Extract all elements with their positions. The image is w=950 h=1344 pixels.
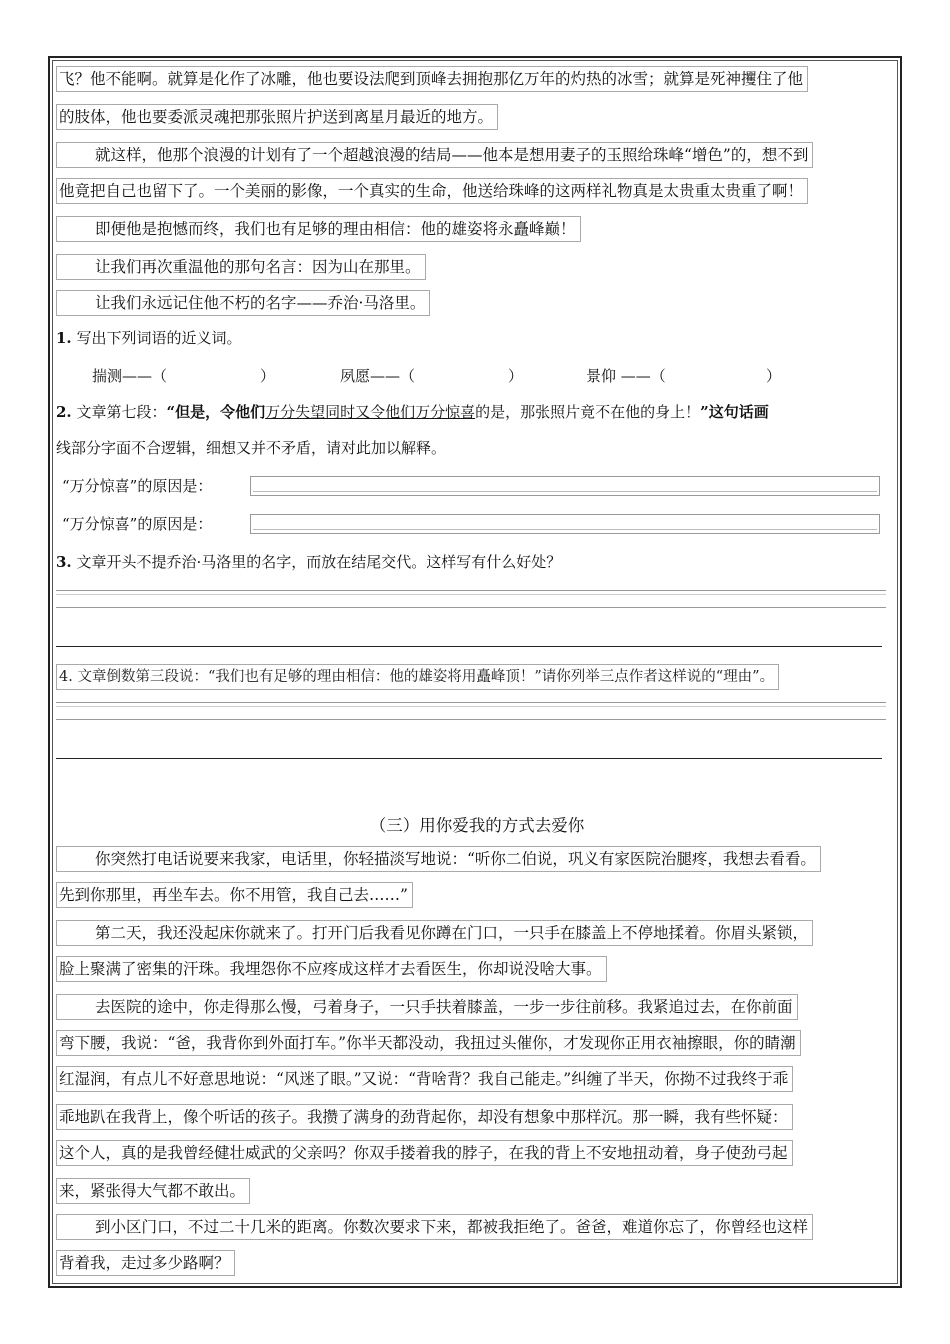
- passage2-paragraph-3: [56, 216, 581, 242]
- passage3-paragraph-3-line-6: 来，紧张得大气都不敢出。: [56, 1178, 250, 1204]
- passage3-paragraph-2-line-1-text: 第二天，我还没起床你就来了。打开门后我看见你蹲在门口，一只手在膝盖上不停地揉着。你眉头紧锁，: [95, 924, 809, 942]
- passage2-paragraph-5: [56, 290, 430, 316]
- q1-word-3-label: 景仰 ——（: [586, 367, 666, 385]
- q3-answer-line-2[interactable]: [56, 646, 882, 647]
- passage3-paragraph-3-line-1-text: 去医院的途中，你走得那么慢，弓着身子，一只手扶着膝盖，一步一步往前移。我紧追过去，在你前面: [95, 998, 793, 1016]
- q1-paren-close-2: ）: [508, 367, 524, 385]
- question-1-text: 写出下列词语的近义词。: [76, 329, 242, 347]
- passage3-paragraph-3-line-2: 弯下腰，我说：“爸，我背你到外面打车。”你半天都没动，我扭过头催你，才发现你正用衣袖擦眼，你的睛潮: [56, 1030, 801, 1056]
- passage2-paragraph-2-line-1-text: 就这样，他那个浪漫的计划有了一个超越浪漫的结局——他本是想用妻子的玉照给珠峰“增色”的，想不到: [95, 146, 809, 164]
- passage2-paragraph-5-text: 让我们永远记住他不朽的名字——乔治·马洛里。: [95, 294, 426, 312]
- q1-word-2-label: 夙愿——（: [340, 367, 416, 385]
- passage2-paragraph-2-line-2: 他竟把自己也留下了。一个美丽的影像，一个真实的生命，他送给珠峰的这两样礼物真是太贵重太贵重了啊！: [56, 178, 808, 204]
- q3-answer-line-1[interactable]: [56, 590, 886, 608]
- passage3-title: （三）用你爱我的方式去爱你: [369, 816, 585, 835]
- passage3-paragraph-2-line-2: 脸上聚满了密集的汗珠。我埋怨你不应疼成这样才去看医生，你却说没啥大事。: [56, 956, 607, 982]
- question-2-number: 2.: [56, 403, 72, 421]
- q2-answer-label-2: “万分惊喜”的原因是：: [62, 515, 213, 533]
- passage3-paragraph-4-line-2: 背着我，走过多少路啊？: [56, 1250, 235, 1276]
- passage3-paragraph-3-line-5: 这个人，真的是我曾经健壮威武的父亲吗？你双手搂着我的脖子，在我的背上不安地扭动着，身子使劲弓起: [56, 1140, 793, 1166]
- passage3-paragraph-1-line-1: [56, 846, 821, 872]
- passage3-paragraph-3-line-1: [56, 994, 798, 1020]
- passage2-paragraph-1-line-2: 的肢体，他也要委派灵魂把那张照片护送到离星月最近的地方。: [56, 104, 498, 130]
- q1-paren-close-3: ）: [766, 367, 782, 385]
- q1-word-3: [586, 366, 666, 386]
- question-2-line-1: [56, 402, 769, 422]
- passage3-paragraph-2-line-1: [56, 920, 813, 946]
- q1-paren-close-1: ）: [260, 367, 276, 385]
- question-1: [56, 328, 241, 348]
- passage3-paragraph-1-line-1-text: 你突然打电话说要来我家，电话里，你轻描淡写地说：“听你二伯说，巩义有家医院治腿疼，我想去看看。: [95, 850, 816, 868]
- q1-word-1-label: 揣测——（: [92, 367, 168, 385]
- passage3-paragraph-1-line-2: 先到你那里，再坐车去。你不用管，我自己去……”: [56, 882, 413, 908]
- passage2-paragraph-1-line-1: 飞？他不能啊。就算是化作了冰雕，他也要设法爬到顶峰去拥抱那亿万年的灼热的冰雪；就算是死神攫住了他: [56, 66, 808, 92]
- q2-answer-label-1: “万分惊喜”的原因是：: [62, 477, 213, 495]
- passage3-paragraph-3-line-4: 乖地趴在我背上，像个听话的孩子。我攒了满身的劲背起你，却没有想象中那样沉。那一瞬，我有些怀疑：: [56, 1104, 793, 1130]
- q2-answer-field-2[interactable]: [250, 514, 880, 534]
- passage3-paragraph-4-line-1-text: 到小区门口，不过二十几米的距离。你数次要求下来，都被我拒绝了。爸爸，难道你忘了，你曾经也这样: [95, 1218, 809, 1236]
- question-2-quote-a: “但是，令他们: [166, 403, 266, 421]
- question-2-underlined: 万分失望同时又令他们万分惊喜: [265, 403, 476, 421]
- passage2-paragraph-4: [56, 254, 426, 280]
- question-1-number: 1.: [56, 329, 72, 347]
- question-2-line-2: 线部分字面不合逻辑，细想又并不矛盾，请对此加以解释。: [56, 439, 447, 457]
- q1-word-1: [92, 366, 167, 386]
- q4-answer-line-1[interactable]: [56, 702, 886, 720]
- question-4: 4. 文章倒数第三段说：“我们也有足够的理由相信：他的雄姿将用矗峰顶！”请你列举三点作者这样说的“理由”。: [56, 664, 779, 690]
- question-2-quote-c: ”这句话画: [700, 403, 769, 421]
- question-3-text: 文章开头不提乔治·马洛里的名字，而放在结尾交代。这样写有什么好处？: [76, 553, 562, 571]
- passage3-paragraph-3-line-3: 红湿润，有点儿不好意思地说：“风迷了眼。”又说：“背啥背？我自己能走。”纠缠了半天，你拗不过我终于乖: [56, 1066, 793, 1092]
- passage2-paragraph-3-text: 即便他是抱憾而终，我们也有足够的理由相信：他的雄姿将永矗峰巅！: [95, 220, 576, 238]
- passage2-paragraph-2-line-1: [56, 142, 813, 168]
- question-3-number: 3.: [56, 553, 72, 571]
- question-2-quote-b: 的是，那张照片竟不在他的身上！: [475, 403, 701, 421]
- q4-answer-line-2[interactable]: [56, 758, 882, 759]
- passage2-paragraph-4-text: 让我们再次重温他的那句名言：因为山在那里。: [95, 258, 421, 276]
- q2-answer-field-1[interactable]: [250, 476, 880, 496]
- question-3: [56, 552, 561, 572]
- passage3-paragraph-4-line-1: [56, 1214, 813, 1240]
- question-2-pre: 文章第七段：: [76, 403, 167, 421]
- q1-word-2: [340, 366, 415, 386]
